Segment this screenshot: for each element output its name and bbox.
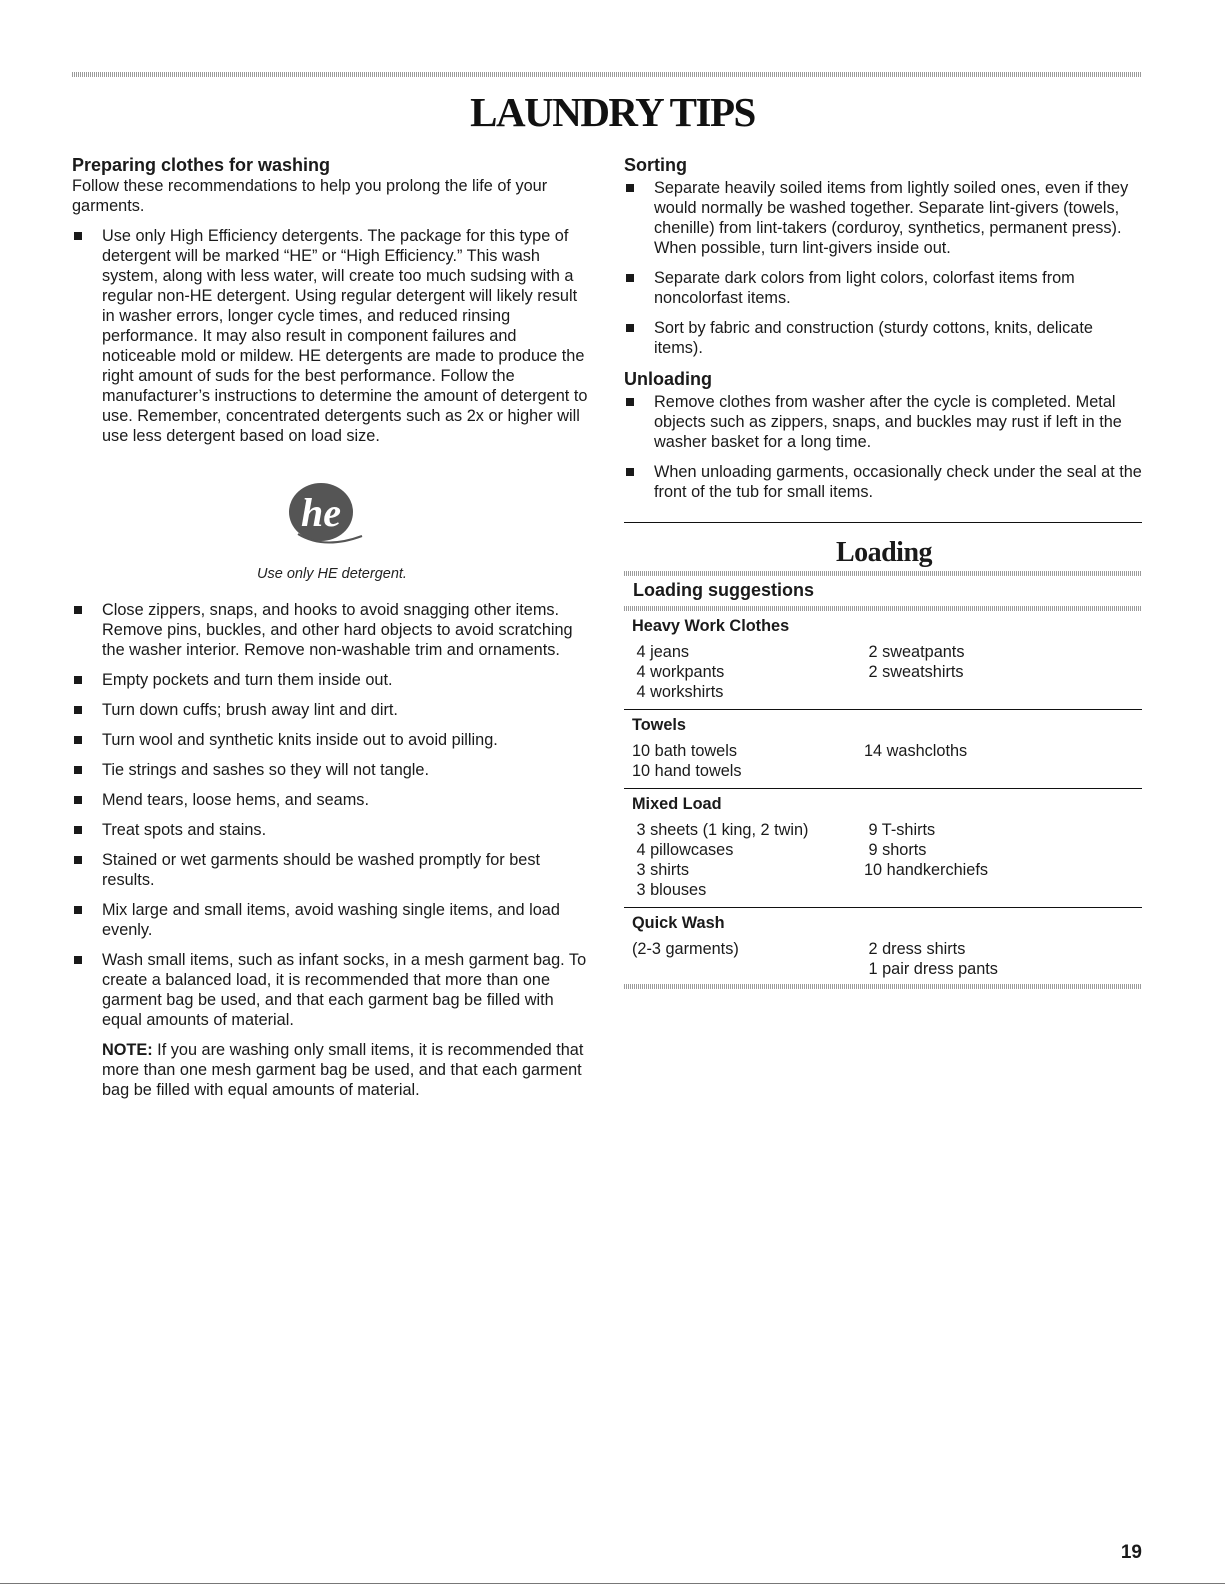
list-item: Mix large and small items, avoid washing single items, and load evenly.: [72, 900, 592, 940]
group-title-heavy-work: Heavy Work Clothes: [632, 617, 790, 635]
list-item: Stained or wet garments should be washed promptly for best results.: [72, 850, 592, 890]
group-items-col1: 3 sheets (1 king, 2 twin) 4 pillowcases 3 shirts 3 blouses: [636, 821, 809, 899]
top-hatch-rule: [72, 72, 1142, 77]
loading-title: Loading: [835, 537, 933, 568]
unloading-heading: Unloading: [624, 369, 712, 389]
group-items-col2: 9 T-shirts 9 shorts 10 handkerchiefs: [864, 821, 989, 879]
group-items-col2: 2 dress shirts 1 pair dress pants: [868, 940, 998, 978]
list-item: Remove clothes from washer after the cycle is completed. Metal objects such as zippers, snaps, and buckles may rust if left in the washer basket for a long time.: [624, 392, 1144, 452]
list-item: Turn wool and synthetic knits inside out to avoid pilling.: [72, 730, 592, 750]
group-divider: [624, 788, 1142, 789]
loading-hatch-rule: [624, 606, 1142, 611]
group-title-mixed-load: Mixed Load: [632, 795, 722, 813]
group-items-col2: 2 sweatpants 2 sweatshirts: [868, 643, 965, 681]
group-items-col2: 14 washcloths: [864, 742, 968, 760]
he-logo-text: he: [301, 490, 341, 535]
sorting-heading: Sorting: [624, 155, 687, 175]
note-text: If you are washing only small items, it is recommended that more than one mesh garment bag be used, and that each garment bag be filled with equal amounts of material.: [102, 1041, 584, 1099]
list-item: Tie strings and sashes so they will not tangle.: [72, 760, 592, 780]
group-title-towels: Towels: [632, 716, 686, 734]
group-items-col1: 10 bath towels 10 hand towels: [632, 742, 742, 780]
he-detergent-logo-icon: [284, 476, 364, 556]
loading-hatch-rule: [624, 984, 1142, 989]
section-divider: [624, 522, 1142, 523]
preparing-intro: Follow these recommendations to help you prolong the life of your garments.: [72, 177, 548, 215]
preparing-heading: Preparing clothes for washing: [72, 155, 331, 175]
list-item: Use only High Efficiency detergents. The package for this type of detergent will be marked “HE” or “High Efficiency.” This wash system, along with less water, will create too much sudsing with a regular non-HE detergent. Using regular detergent will likely result in washer errors, longer cycle times, and reduced rinsing performance. It may also result in component failures and noticeable mold or mildew. HE detergents are made to produce the right amount of suds for the best performance. Follow the manufacturer’s instructions to determine the amount of detergent to use. Remember, concentrated detergents such as 2x or higher will use less detergent based on load size.: [72, 226, 592, 446]
page-title: LAUNDRY TIPS: [470, 89, 755, 135]
list-item: Empty pockets and turn them inside out.: [72, 670, 592, 690]
preparing-list: [72, 590, 592, 1100]
list-item: When unloading garments, occasionally check under the seal at the front of the tub for small items.: [624, 462, 1144, 502]
group-items-col1: 4 jeans 4 workpants 4 workshirts: [636, 643, 725, 701]
list-item: Wash small items, such as infant socks, in a mesh garment bag. To create a balanced load, it is recommended that more than one garment bag be used, and that each garment bag be filled with equal amounts of material.: [72, 950, 592, 1030]
list-item: Mend tears, loose hems, and seams.: [72, 790, 592, 810]
list-item: Close zippers, snaps, and hooks to avoid snagging other items. Remove pins, buckles, and other hard objects to avoid scratching the washer interior. Remove non-washable trim and ornaments.: [72, 600, 592, 660]
loading-subtitle: Loading suggestions: [633, 580, 815, 600]
group-title-quick-wash: Quick Wash: [632, 914, 725, 932]
logo-caption: Use only HE detergent.: [257, 566, 407, 582]
bottom-rule: [0, 1583, 1225, 1584]
group-items-col1: (2-3 garments): [632, 940, 739, 958]
sorting-unloading-section: [624, 154, 1144, 502]
list-item: Turn down cuffs; brush away lint and dirt.: [72, 700, 592, 720]
preparing-section: [72, 154, 592, 446]
group-divider: [624, 709, 1142, 710]
loading-hatch-rule: [624, 571, 1142, 576]
list-item: Separate heavily soiled items from lightly soiled ones, even if they would normally be washed together. Separate lint-givers (towels, chenille) from lint-takers (corduroy, synthetics, permanent press). When possible, turn lint-givers inside out.: [624, 178, 1144, 258]
note-label: NOTE:: [102, 1041, 153, 1059]
list-item: Treat spots and stains.: [72, 820, 592, 840]
list-item: Separate dark colors from light colors, colorfast items from noncolorfast items.: [624, 268, 1144, 308]
group-divider: [624, 907, 1142, 908]
note-paragraph: [72, 1040, 592, 1100]
page-number: 19: [1120, 1542, 1142, 1563]
list-item: Sort by fabric and construction (sturdy cottons, knits, delicate items).: [624, 318, 1144, 358]
